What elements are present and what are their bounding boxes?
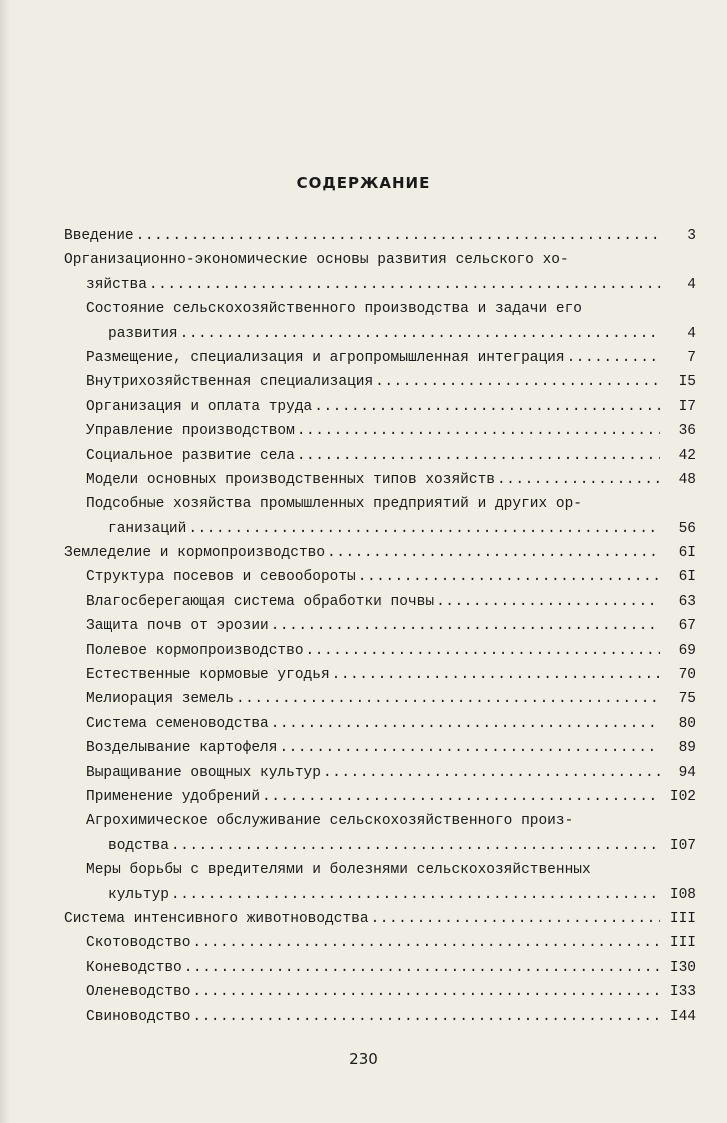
toc-line [64,248,696,272]
toc-entry-title: развития [108,325,178,342]
toc-entry [64,419,696,443]
toc-entry [64,346,696,370]
dot-leader [567,346,660,370]
toc-entry-title: Размещение, специализация и агропромышленная интеграция [86,349,565,366]
toc-entry [64,492,696,541]
toc-entry [64,297,696,346]
toc-line [64,931,696,955]
toc-line [64,468,696,492]
toc-entry-title: Организационно-экономические основы развития сельского хо- [64,252,569,269]
toc-page-number: 6I [678,569,696,586]
toc-line [64,565,696,589]
toc-page-number: 6I [678,545,696,562]
dot-leader [327,541,660,565]
toc-page-number: I44 [669,1008,696,1025]
toc-entry [64,785,696,809]
toc-line [64,980,696,1004]
toc-page-number: 48 [678,471,696,488]
toc-page-number: I08 [669,886,696,903]
dot-leader [297,444,660,468]
toc-entry [64,590,696,614]
toc-page-number: I02 [669,788,696,805]
toc-entry [64,761,696,785]
toc-page-number: 80 [678,715,696,732]
toc-line [64,858,696,882]
toc-entry [64,980,696,1004]
toc-page-number: 63 [678,593,696,610]
toc-line [64,297,696,321]
table-of-contents [64,224,696,1029]
toc-entry [64,395,696,419]
toc-entry [64,687,696,711]
toc-page-number: I7 [678,398,696,415]
toc-line [64,614,696,638]
toc-entry [64,248,696,297]
toc-page-number: 3 [687,228,696,244]
dot-leader [192,931,660,955]
toc-entry-title: Внутрихозяйственная специализация [86,374,374,391]
toc-entry [64,1005,696,1029]
toc-line [64,541,696,565]
toc-entry-title: Социальное развитие села [86,447,295,464]
toc-entry [64,614,696,638]
toc-line [64,809,696,833]
page-edge-shadow [0,0,10,1123]
toc-entry-title: культур [108,886,169,903]
toc-page-number: I5 [678,374,696,391]
toc-entry [64,809,696,858]
toc-entry-title: Естественные кормовые угодья [86,667,330,684]
dot-leader [279,736,660,760]
toc-line [64,761,696,785]
toc-line [64,687,696,711]
toc-page-number: 94 [678,764,696,781]
dot-leader [188,517,660,541]
toc-line [64,590,696,614]
toc-page-number: I33 [669,984,696,1001]
toc-entry [64,907,696,931]
toc-entry-title: Меры борьбы с вредителями и болезнями сельскохозяйственных [86,862,591,879]
toc-entry [64,224,696,248]
dot-leader [271,614,660,638]
toc-entry-title: Полевое кормопроизводство [86,642,304,659]
toc-page-number: 7 [687,349,696,366]
toc-page-number: III [669,935,696,952]
toc-entry-title: водства [108,837,169,854]
toc-entry-title: Мелиорация земель [86,691,234,708]
dot-leader [306,639,660,663]
toc-entry-title: Состояние сельскохозяйственного производства и задачи его [86,301,582,318]
toc-entry [64,541,696,565]
toc-entry-title: Скотоводство [86,935,191,952]
toc-line [64,956,696,980]
toc-page-number: 56 [678,520,696,537]
toc-page-number: 36 [678,423,696,440]
toc-page-number: 69 [678,642,696,659]
page-number: 230 [349,1050,378,1068]
toc-line [64,444,696,468]
dot-leader [171,834,660,858]
toc-line [64,395,696,419]
toc-entry-title: Защита почв от эрозии [86,618,269,635]
toc-line [64,785,696,809]
dot-leader [436,590,660,614]
dot-leader [314,395,660,419]
toc-entry [64,931,696,955]
toc-line [64,346,696,370]
toc-line [64,663,696,687]
toc-entry [64,663,696,687]
dot-leader [497,468,660,492]
dot-leader [262,785,660,809]
toc-entry-title: Организация и оплата труда [86,398,313,415]
toc-line [64,322,696,346]
toc-page-number: I30 [669,959,696,976]
dot-leader [236,687,660,711]
toc-entry [64,858,696,907]
toc-entry-title: зяйства [86,276,147,293]
toc-line [64,834,696,858]
toc-line [64,370,696,394]
toc-line [64,712,696,736]
toc-entry-title: Система интенсивного животноводства [64,910,369,927]
toc-entry-title: Выращивание овощных культур [86,764,321,781]
toc-entry-title: Оленеводство [86,984,191,1001]
toc-entry-title: Свиноводство [86,1008,191,1025]
toc-entry-title: Модели основных производственных типов хозяйств [86,471,495,488]
dot-leader [171,883,660,907]
toc-page-number: I07 [669,837,696,854]
dot-leader [184,956,660,980]
dot-leader [149,273,660,297]
dot-leader [192,980,660,1004]
toc-line [64,224,696,248]
toc-page-number: 4 [687,276,696,293]
toc-page-number: 4 [687,325,696,342]
dot-leader [358,565,660,589]
toc-entry [64,956,696,980]
dot-leader [192,1005,660,1029]
toc-entry [64,639,696,663]
toc-entry-title: Агрохимическое обслуживание сельскохозяйственного произ- [86,813,574,830]
toc-entry-title: Коневодство [86,959,182,976]
toc-line [64,736,696,760]
toc-line [64,492,696,516]
toc-entry-title: Структура посевов и севообороты [86,569,356,586]
toc-page-number: 75 [678,691,696,708]
toc-entry [64,370,696,394]
toc-entry [64,565,696,589]
toc-line [64,517,696,541]
toc-line [64,273,696,297]
toc-line [64,639,696,663]
toc-entry-title: Система семеноводства [86,715,269,732]
dot-leader [297,419,660,443]
toc-line [64,883,696,907]
toc-page-number: 42 [678,447,696,464]
toc-entry-title: Возделывание картофеля [86,740,278,757]
toc-entry-title: Земледелие и кормопроизводство [64,545,326,562]
dot-leader [323,761,660,785]
dot-leader [375,370,660,394]
toc-entry [64,736,696,760]
dot-leader [371,907,660,931]
toc-page-number: III [669,910,696,927]
toc-line [64,419,696,443]
dot-leader [180,322,660,346]
toc-entry-title: Введение [64,228,134,244]
dot-leader [271,712,660,736]
toc-entry [64,468,696,492]
toc-line [64,907,696,931]
toc-page-number: 89 [678,740,696,757]
toc-entry [64,444,696,468]
toc-entry [64,712,696,736]
page-title: СОДЕРЖАНИЕ [296,174,431,192]
toc-entry-title: Влагосберегающая система обработки почвы [86,593,435,610]
toc-entry-title: Управление производством [86,423,295,440]
toc-line [64,1005,696,1029]
toc-entry-title: ганизаций [108,520,187,537]
toc-page-number: 67 [678,618,696,635]
toc-entry-title: Подсобные хозяйства промышленных предприятий и других ор- [86,496,582,513]
toc-entry-title: Применение удобрений [86,788,261,805]
toc-page-number: 70 [678,667,696,684]
dot-leader [332,663,660,687]
dot-leader [136,224,660,248]
